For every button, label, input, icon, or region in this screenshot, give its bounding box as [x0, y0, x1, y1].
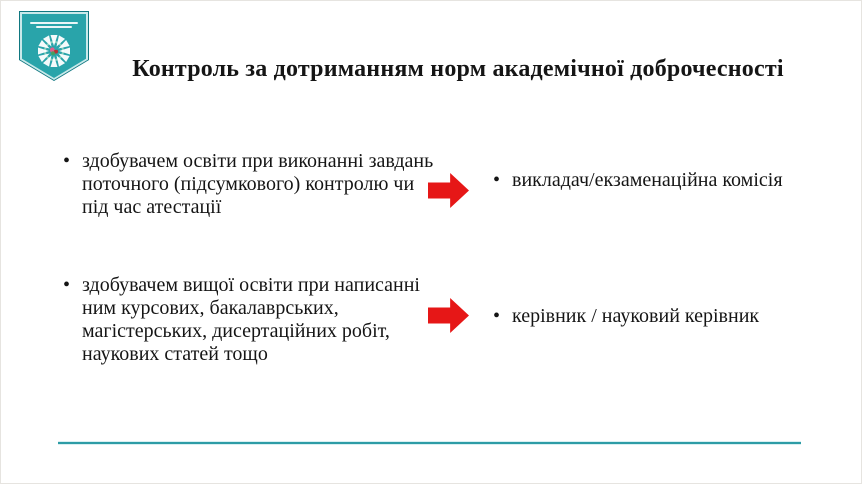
right-arrow-icon [428, 298, 469, 333]
text-line: ним курсових, бакалаврських, [82, 297, 339, 319]
bullet-marker: • [493, 305, 501, 327]
logo-microtext-line [30, 22, 78, 24]
text-line: здобувачем вищої освіти при написанні [82, 274, 420, 296]
text-line: здобувачем освіти при виконанні завдань [82, 150, 434, 172]
text-line: поточного (підсумкового) контролю чи [82, 173, 415, 195]
text-line: наукових статей тощо [82, 343, 268, 365]
bullet-marker: • [63, 150, 71, 172]
left-bullet-item-2 [63, 274, 420, 366]
divider-line [58, 442, 801, 444]
right-bullet-item-1 [493, 169, 783, 192]
text-line: магістерських, дисертаційних робіт, [82, 320, 390, 342]
left-bullet-text-1 [82, 150, 433, 219]
right-bullet-item-2 [493, 305, 759, 328]
bullet-marker: • [493, 169, 501, 191]
text-line: під час атестації [82, 196, 222, 218]
right-arrow-icon [428, 173, 469, 208]
bullet-marker: • [63, 274, 71, 296]
logo-microtext-line [36, 26, 72, 28]
left-bullet-item-1 [63, 150, 433, 219]
slide-title: Контроль за дотриманням норм академічної доброчесності [132, 56, 784, 82]
right-bullet-text-2: керівник / науковий керівник [512, 305, 760, 327]
right-bullet-text-1: викладач/екзаменаційна комісія [512, 169, 783, 191]
left-bullet-text-2 [82, 274, 420, 366]
